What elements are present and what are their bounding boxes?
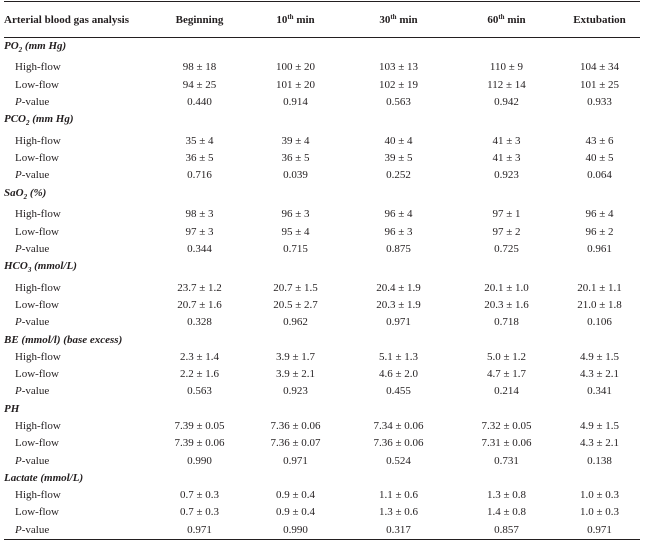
table-row xyxy=(4,522,640,540)
table-cell: 21.0 ± 1.8 xyxy=(577,298,622,311)
table-cell: 1.0 ± 0.3 xyxy=(579,489,620,502)
table-cell: 1.4 ± 0.8 xyxy=(486,506,527,519)
group-title-text: BE (mmol/l) (base excess) xyxy=(4,333,123,346)
row-label xyxy=(4,314,151,331)
table-cell: 0.725 xyxy=(494,242,519,255)
table-cell: 20.3 ± 1.9 xyxy=(376,298,421,311)
table-cell: 7.36 ± 0.06 xyxy=(373,437,424,450)
table-row xyxy=(4,487,640,504)
header-10th-rest: min xyxy=(293,13,315,26)
row-label xyxy=(4,522,151,540)
row-label xyxy=(4,383,151,400)
row-label: Low-flow xyxy=(15,298,59,311)
group-title-unit: (mm Hg) xyxy=(22,40,67,52)
table-row xyxy=(4,150,640,167)
header-beginning: Beginning xyxy=(151,2,248,38)
table-cell: 0.718 xyxy=(494,316,519,329)
group-header-row xyxy=(4,258,640,279)
table-row xyxy=(4,94,640,111)
row-label: High-flow xyxy=(15,281,61,294)
table-cell: 0.440 xyxy=(187,96,212,109)
table-cell: 0.214 xyxy=(494,385,519,398)
group-title-text: PO xyxy=(4,40,19,52)
group-title-subscript: 2 xyxy=(23,192,28,201)
table-cell: 4.9 ± 1.5 xyxy=(579,350,620,363)
group-title-text: HCO xyxy=(4,260,28,273)
table-cell: 98 ± 3 xyxy=(185,208,214,221)
table-cell: 0.990 xyxy=(187,454,212,467)
table-cell: 2.3 ± 1.4 xyxy=(179,350,220,363)
table-cell: 110 ± 9 xyxy=(489,61,524,74)
header-60th-sup: th xyxy=(498,12,505,21)
table-cell: 7.36 ± 0.07 xyxy=(270,437,321,450)
table-cell: 5.0 ± 1.2 xyxy=(486,350,527,363)
table-cell: 1.1 ± 0.6 xyxy=(378,489,419,502)
table-cell: 4.3 ± 2.1 xyxy=(579,437,620,450)
table-cell: 96 ± 2 xyxy=(585,225,614,238)
group-title-text: Lactate (mmol/L) xyxy=(4,471,84,484)
table-row xyxy=(4,77,640,94)
table-cell: 96 ± 4 xyxy=(585,208,614,221)
table-cell: 94 ± 25 xyxy=(182,78,217,91)
table-cell: 101 ± 20 xyxy=(275,78,316,91)
table-cell: 20.3 ± 1.6 xyxy=(484,298,529,311)
row-label: High-flow xyxy=(15,350,61,363)
table-cell: 4.6 ± 2.0 xyxy=(378,368,419,381)
table-cell: 0.923 xyxy=(494,169,519,182)
table-cell: 0.7 ± 0.3 xyxy=(179,506,220,519)
table-cell: 7.31 ± 0.06 xyxy=(481,437,532,450)
p-letter: P xyxy=(15,316,22,329)
table-cell: 97 ± 2 xyxy=(492,225,521,238)
header-10th-sup: th xyxy=(287,12,294,21)
table-cell: 43 ± 6 xyxy=(585,134,614,147)
group-title-unit: (mmol/L) xyxy=(31,260,77,273)
table-cell: 41 ± 3 xyxy=(492,152,521,165)
header-60th-rest: min xyxy=(504,13,526,26)
table-cell: 0.524 xyxy=(386,454,411,467)
p-value-suffix: -value xyxy=(21,385,50,398)
table-row xyxy=(4,349,640,366)
row-label: High-flow xyxy=(15,134,61,147)
table-cell: 20.5 ± 2.7 xyxy=(273,298,318,311)
group-header-row xyxy=(4,111,640,132)
table-cell: 20.4 ± 1.9 xyxy=(376,281,421,294)
row-label: Low-flow xyxy=(15,225,59,238)
table-row xyxy=(4,453,640,470)
table-cell: 0.971 xyxy=(151,522,248,540)
table-cell: 4.3 ± 2.1 xyxy=(579,368,620,381)
table-cell: 7.32 ± 0.05 xyxy=(481,419,532,432)
table-cell: 0.875 xyxy=(386,242,411,255)
table-cell: 112 ± 14 xyxy=(487,78,526,91)
group-title xyxy=(4,470,640,487)
table-cell: 40 ± 5 xyxy=(585,152,614,165)
group-title-subscript: 2 xyxy=(18,46,23,55)
table-cell: 96 ± 4 xyxy=(384,208,413,221)
p-letter: P xyxy=(15,169,22,182)
row-label xyxy=(4,453,151,470)
table-cell: 20.7 ± 1.6 xyxy=(177,298,222,311)
group-title-text: SaO xyxy=(4,186,24,199)
table-cell: 0.455 xyxy=(386,385,411,398)
group-title xyxy=(4,332,640,349)
table-cell: 20.7 ± 1.5 xyxy=(273,281,318,294)
table-cell: 0.923 xyxy=(283,385,308,398)
header-30th-num: 30 xyxy=(379,13,391,26)
group-title-unit: (%) xyxy=(27,186,47,199)
table-header xyxy=(4,2,640,38)
table-cell: 0.563 xyxy=(386,96,411,109)
table-cell: 7.36 ± 0.06 xyxy=(270,419,321,432)
table-cell: 1.3 ± 0.6 xyxy=(378,506,419,519)
p-value-suffix: -value xyxy=(21,96,50,109)
table-cell: 20.1 ± 1.1 xyxy=(577,281,622,294)
table-cell: 97 ± 1 xyxy=(492,208,521,221)
table-cell: 0.961 xyxy=(587,242,612,255)
table-cell: 39 ± 4 xyxy=(281,134,310,147)
table-cell: 0.971 xyxy=(386,316,411,329)
row-label xyxy=(4,241,151,258)
row-label: High-flow xyxy=(15,489,61,502)
table-cell: 39 ± 5 xyxy=(384,152,413,165)
p-value-suffix: -value xyxy=(21,242,50,255)
table-cell: 0.138 xyxy=(587,454,612,467)
table-row xyxy=(4,366,640,383)
p-letter: P xyxy=(15,242,22,255)
table-cell: 5.1 ± 1.3 xyxy=(378,350,419,363)
group-title xyxy=(4,185,640,206)
p-letter: P xyxy=(15,454,22,467)
p-letter: P xyxy=(15,385,22,398)
table-row xyxy=(4,167,640,184)
header-extubation: Extubation xyxy=(559,2,640,38)
group-title xyxy=(4,401,640,418)
row-label: Low-flow xyxy=(15,152,59,165)
p-letter: P xyxy=(15,523,22,536)
row-label xyxy=(4,94,151,111)
table-row xyxy=(4,435,640,452)
table-cell: 1.3 ± 0.8 xyxy=(486,489,527,502)
table-cell: 0.9 ± 0.4 xyxy=(275,489,316,502)
table-cell: 7.39 ± 0.06 xyxy=(174,437,225,450)
table-cell: 0.064 xyxy=(587,169,612,182)
table-cell: 0.9 ± 0.4 xyxy=(275,506,316,519)
header-30th-rest: min xyxy=(396,13,418,26)
table-cell: 96 ± 3 xyxy=(384,225,413,238)
row-label: Low-flow xyxy=(15,368,59,381)
table-cell: 96 ± 3 xyxy=(281,208,310,221)
p-value-suffix: -value xyxy=(21,523,50,536)
header-60th-min xyxy=(454,2,559,38)
group-title xyxy=(4,258,640,279)
row-label: Low-flow xyxy=(15,78,59,91)
table-cell: 0.563 xyxy=(187,385,212,398)
group-header-row xyxy=(4,38,640,60)
table-row xyxy=(4,206,640,223)
table-cell: 101 ± 25 xyxy=(579,78,620,91)
header-60th-num: 60 xyxy=(487,13,499,26)
group-title-unit: (mm Hg) xyxy=(29,113,74,126)
header-30th-min xyxy=(343,2,454,38)
table-cell: 95 ± 4 xyxy=(281,225,310,238)
table-cell: 4.7 ± 1.7 xyxy=(486,368,527,381)
table-cell: 40 ± 4 xyxy=(384,134,413,147)
table-cell: 0.344 xyxy=(187,242,212,255)
p-value-suffix: -value xyxy=(21,316,50,329)
table-cell: 0.7 ± 0.3 xyxy=(179,489,220,502)
table-cell: 104 ± 34 xyxy=(579,61,620,74)
table-cell: 7.34 ± 0.06 xyxy=(373,419,424,432)
table-cell: 0.716 xyxy=(187,169,212,182)
group-header-row xyxy=(4,470,640,487)
table-cell: 0.039 xyxy=(283,169,308,182)
group-title-text: PH xyxy=(4,402,20,415)
row-label: Low-flow xyxy=(15,506,59,519)
table-cell: 0.857 xyxy=(454,522,559,540)
table-cell: 98 ± 18 xyxy=(182,61,217,74)
group-header-row xyxy=(4,401,640,418)
p-letter: P xyxy=(15,96,22,109)
group-title xyxy=(4,38,640,60)
table-cell: 0.971 xyxy=(559,522,640,540)
table-cell: 7.39 ± 0.05 xyxy=(174,419,225,432)
table-cell: 0.933 xyxy=(587,96,612,109)
table-cell: 3.9 ± 2.1 xyxy=(275,368,316,381)
p-value-suffix: -value xyxy=(21,454,50,467)
group-header-row xyxy=(4,185,640,206)
table-cell: 2.2 ± 1.6 xyxy=(179,368,220,381)
table-cell: 35 ± 4 xyxy=(185,134,214,147)
row-label: High-flow xyxy=(15,419,61,432)
group-header-row xyxy=(4,332,640,349)
table-cell: 0.962 xyxy=(283,316,308,329)
table-cell: 0.106 xyxy=(587,316,612,329)
header-analysis: Arterial blood gas analysis xyxy=(4,2,151,38)
table-cell: 36 ± 5 xyxy=(185,152,214,165)
table-cell: 103 ± 13 xyxy=(378,61,419,74)
table-cell: 0.715 xyxy=(283,242,308,255)
header-30th-sup: th xyxy=(390,12,397,21)
table-row xyxy=(4,314,640,331)
table-cell: 3.9 ± 1.7 xyxy=(275,350,316,363)
table-cell: 0.914 xyxy=(283,96,308,109)
table-cell: 23.7 ± 1.2 xyxy=(177,281,222,294)
table-row xyxy=(4,280,640,297)
blood-gas-table xyxy=(4,1,640,540)
p-value-suffix: -value xyxy=(21,169,50,182)
table-cell: 20.1 ± 1.0 xyxy=(484,281,529,294)
table-cell: 1.0 ± 0.3 xyxy=(579,506,620,519)
table-cell: 97 ± 3 xyxy=(185,225,214,238)
row-label xyxy=(4,167,151,184)
table-row xyxy=(4,383,640,400)
header-10th-min xyxy=(248,2,343,38)
row-label: High-flow xyxy=(15,208,61,221)
table-cell: 41 ± 3 xyxy=(492,134,521,147)
table-row xyxy=(4,59,640,76)
row-label: Low-flow xyxy=(15,437,59,450)
table-cell: 4.9 ± 1.5 xyxy=(579,419,620,432)
table-cell: 0.341 xyxy=(587,385,612,398)
table-cell: 102 ± 19 xyxy=(378,78,419,91)
group-title-text: PCO xyxy=(4,113,26,126)
table-row xyxy=(4,133,640,150)
table-cell: 100 ± 20 xyxy=(275,61,316,74)
group-title xyxy=(4,111,640,132)
table-cell: 0.971 xyxy=(283,454,308,467)
table-cell: 0.252 xyxy=(386,169,411,182)
header-10th-num: 10 xyxy=(276,13,288,26)
table-cell: 0.942 xyxy=(494,96,519,109)
table-cell: 0.317 xyxy=(343,522,454,540)
table-row xyxy=(4,241,640,258)
table-body xyxy=(4,38,640,540)
table-row xyxy=(4,418,640,435)
table-row xyxy=(4,297,640,314)
group-title-subscript: 2 xyxy=(26,119,30,128)
group-title-subscript: 3 xyxy=(27,266,32,275)
table-row xyxy=(4,224,640,241)
table-cell: 0.990 xyxy=(248,522,343,540)
table-cell: 36 ± 5 xyxy=(281,152,310,165)
table-cell: 0.731 xyxy=(494,454,519,467)
table-cell: 0.328 xyxy=(187,316,212,329)
header-row xyxy=(4,2,640,38)
row-label: High-flow xyxy=(15,61,61,74)
table-row xyxy=(4,504,640,521)
